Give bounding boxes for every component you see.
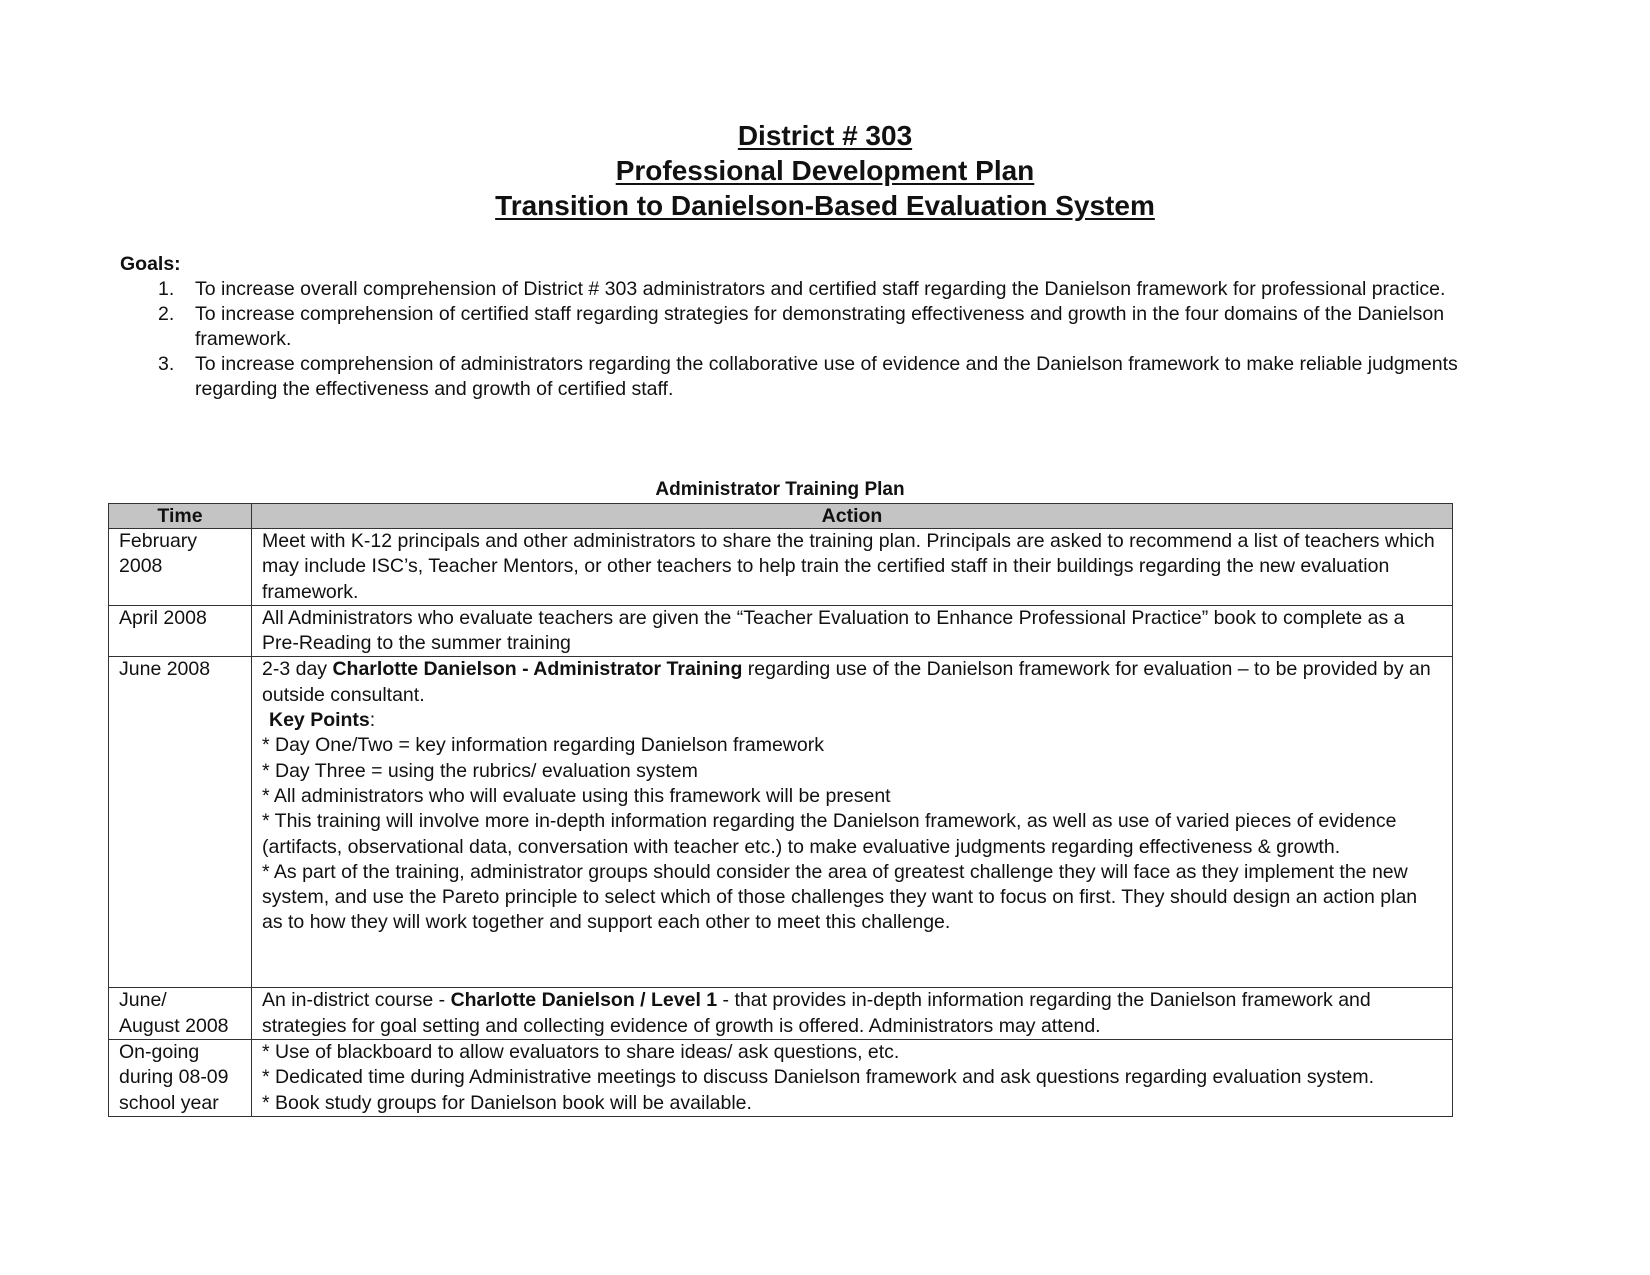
key-point: * As part of the training, administrator groups should consider the area of greatest challenge they will face as they implement the new system, and use the Pareto principle to select which of those challenges they want to focus on first. They should design an action plan as to how they will work together and support each other to meet this challenge. [262, 860, 1418, 934]
ongoing-item: * Book study groups for Danielson book will be available. [262, 1091, 752, 1114]
district-title: District # 303 [737, 120, 913, 151]
action-intro-pre: 2-3 day [262, 658, 333, 681]
action-cell [252, 657, 1453, 988]
goal-item [120, 352, 1460, 402]
table-row [109, 1040, 1453, 1117]
table-header-row [109, 504, 1453, 529]
time-cell [109, 1040, 252, 1117]
key-points-label: Key Points [269, 709, 370, 732]
action-cell [252, 1040, 1453, 1117]
goals-section [120, 252, 1460, 402]
table-row [109, 657, 1453, 988]
table-row [109, 605, 1453, 657]
table-caption: Administrator Training Plan [655, 479, 905, 500]
time-column-header: Time [109, 504, 252, 529]
table-row [109, 988, 1453, 1040]
action-intro-post: regarding use of the Danielson framework for evaluation – to be provided by an outside consultant. [262, 658, 1431, 706]
time-text: On-going [119, 1041, 200, 1064]
key-point: * Day One/Two = key information regarding Danielson framework [262, 734, 824, 757]
action-post: - that provides in-depth information regarding the Danielson framework and strategies for goal setting and collecting evidence of growth is offered. Administrators may attend. [262, 989, 1371, 1037]
goal-text: To increase comprehension of certified staff regarding strategies for demonstrating effectiveness and growth in the four domains of the Danielson framework. [195, 303, 1445, 350]
time-cell [109, 988, 252, 1040]
time-text: during 08-09 [119, 1066, 229, 1089]
time-cell [109, 529, 252, 606]
time-text: August 2008 [119, 1014, 229, 1037]
goal-item [120, 277, 1460, 302]
table-row [109, 529, 1453, 606]
goals-label: Goals: [120, 253, 181, 275]
goal-item [120, 302, 1460, 352]
time-cell: June 2008 [109, 657, 252, 988]
training-plan-table [108, 503, 1453, 1117]
time-text: school year [119, 1091, 219, 1114]
plan-subtitle: Transition to Danielson-Based Evaluation System [495, 190, 1155, 221]
key-point: * Day Three = using the rubrics/ evaluation system [262, 759, 698, 782]
time-text: June/ [119, 989, 167, 1012]
course-name: Charlotte Danielson / Level 1 [450, 989, 718, 1012]
goal-text: To increase comprehension of administrators regarding the collaborative use of evidence and the Danielson framework to make reliable judgments regarding the effectiveness and growth of certified staff. [195, 353, 1458, 400]
action-cell: All Administrators who evaluate teachers are given the “Teacher Evaluation to Enhance Professional Practice” book to complete as a Pre-Reading to the summer training [252, 605, 1453, 657]
document-title-block [0, 118, 1650, 223]
goal-number: 1. [158, 278, 175, 300]
ongoing-item: * Dedicated time during Administrative meetings to discuss Danielson framework and ask questions regarding evaluation system. [262, 1066, 1375, 1089]
key-points-heading [262, 708, 1442, 733]
training-name: Charlotte Danielson - Administrator Training [332, 658, 743, 681]
action-column-header: Action [252, 504, 1453, 529]
ongoing-item: * Use of blackboard to allow evaluators to share ideas/ ask questions, etc. [262, 1041, 900, 1064]
time-text: 2008 [119, 555, 163, 578]
plan-title: Professional Development Plan [615, 155, 1035, 186]
time-cell: April 2008 [109, 605, 252, 657]
goal-number: 3. [158, 353, 175, 375]
action-cell [252, 988, 1453, 1040]
action-pre: An in-district course - [262, 989, 451, 1012]
action-intro [262, 657, 1442, 708]
goal-number: 2. [158, 303, 175, 325]
action-cell: Meet with K-12 principals and other administrators to share the training plan. Principals are asked to recommend a list of teachers which may include ISC’s, Teacher Mentors, or other teachers to help train the certified staff in their buildings regarding the new evaluation framework. [252, 529, 1453, 606]
key-point: * All administrators who will evaluate using this framework will be present [262, 784, 891, 807]
time-text: February [119, 530, 198, 552]
key-points-colon: : [369, 709, 376, 732]
goal-text: To increase overall comprehension of District # 303 administrators and certified staff regarding the Danielson framework for professional practice. [195, 278, 1446, 300]
key-point: * This training will involve more in-depth information regarding the Danielson framework, as well as use of varied pieces of evidence (artifacts, observational data, conversation with teacher etc.) to make evaluative judgments regarding effectiveness & growth. [262, 810, 1397, 858]
